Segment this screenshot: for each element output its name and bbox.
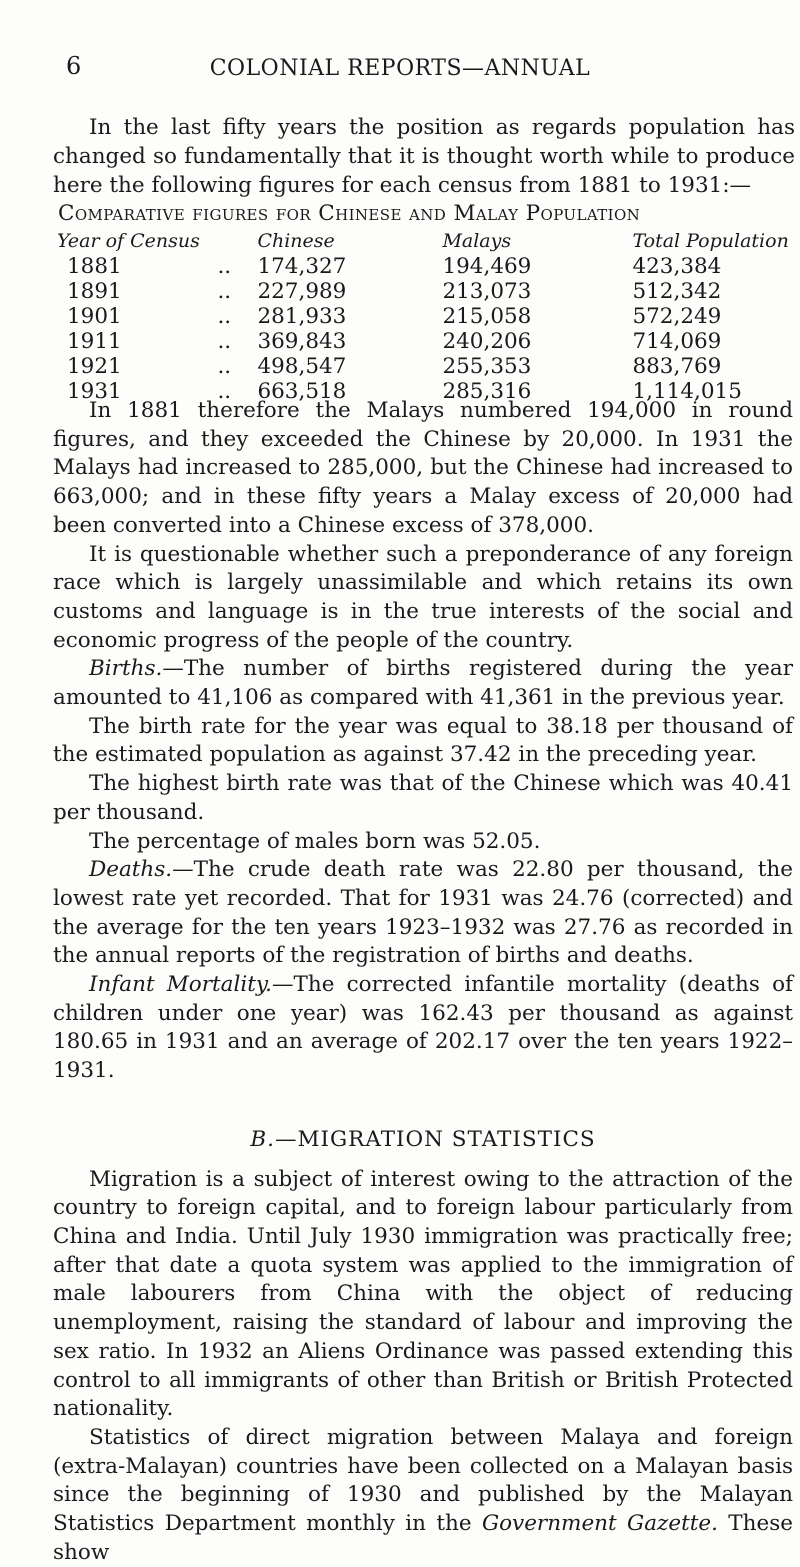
paragraph-statistics <box>53 1424 793 1567</box>
cell-separator: .. <box>217 329 232 354</box>
cell-year: 1931 <box>67 379 122 404</box>
infant-mortality-label: Infant Mortality. <box>89 972 273 998</box>
cell-chinese: 174,327 <box>257 254 347 279</box>
section-letter: B. <box>250 1126 275 1152</box>
cell-total: 714,069 <box>632 329 722 354</box>
cell-total: 512,342 <box>632 279 722 304</box>
population-table <box>57 230 800 404</box>
statistics-text-end: These show <box>53 1511 793 1565</box>
cell-total: 572,249 <box>632 304 722 329</box>
cell-year: 1921 <box>67 354 122 379</box>
cell-chinese: 498,547 <box>257 354 347 379</box>
cell-malays: 194,469 <box>442 254 532 279</box>
cell-chinese: 227,989 <box>257 279 347 304</box>
cell-separator: .. <box>217 304 232 329</box>
paragraph-percentage-males: The percentage of males born was 52.05. <box>89 828 541 854</box>
cell-malays: 240,206 <box>442 329 532 354</box>
col-header-malays: Malays <box>442 230 512 252</box>
births-text: —The number of births registered during the year amounted to 41,106 as compared with 41,361 in the previous year. <box>53 656 793 711</box>
col-header-chinese: Chinese <box>257 230 335 252</box>
table-row <box>57 354 800 379</box>
cell-separator: .. <box>217 254 232 279</box>
table-title <box>58 201 778 226</box>
table-row <box>57 279 800 304</box>
cell-total: 1,114,015 <box>632 379 742 404</box>
section-heading <box>53 1126 793 1155</box>
paragraph-migration: Migration is a subject of interest owing to the attraction of the country to foreign capital, and to foreign labour particularly from China and India. Until July 1930 immigration was practically free; after that date a quota system was applied to the immigration of male labourers from China with the object of reducing unemployment, raising the standard of labour and improving the sex ratio. In 1932 an Aliens Ordinance was passed extending this control to all immigrants of other than British or British Protected nationality. <box>53 1166 793 1422</box>
cell-year: 1881 <box>67 254 122 279</box>
cell-chinese: 663,518 <box>257 379 347 404</box>
cell-separator: .. <box>217 354 232 379</box>
cell-malays: 213,073 <box>442 279 532 304</box>
table-header-row <box>57 230 800 254</box>
table-title-text: Comparative figures for Chinese and Malay Population <box>58 201 641 226</box>
page-number: 6 <box>66 52 82 80</box>
cell-year: 1901 <box>67 304 122 329</box>
col-header-total: Total Population <box>632 230 789 252</box>
cell-year: 1911 <box>67 329 122 354</box>
deaths-text: —The crude death rate was 22.80 per thousand, the lowest rate yet recorded. That for 1931 was 24.76 (corrected) and the average for the ten years 1923–1932 was 27.76 as recorded in the annual reports of the registration of births and deaths. <box>53 857 793 969</box>
cell-total: 423,384 <box>632 254 722 279</box>
paragraph-summary: In 1881 therefore the Malays numbered 194,000 in round figures, and they exceeded the Chinese by 20,000. In 1931 the Malays had increased to 285,000, but the Chinese had increased to 663,000; and in these fifty years a Malay excess of 20,000 had been converted into a Chinese excess of 378,000. <box>53 398 793 538</box>
paragraph-birth-rate: The birth rate for the year was equal to 38.18 per thousand of the estimated population as against 37.42 in the preceding year. <box>53 713 793 768</box>
running-title: COLONIAL REPORTS—ANNUAL <box>209 56 591 81</box>
cell-malays: 285,316 <box>442 379 532 404</box>
intro-paragraph: In the last fifty years the position as regards population has changed so fundamentally that it is thought worth while to produce here the following figures for each census from 1881 to 1931:— <box>53 115 795 198</box>
gazette-title: Government Gazette. <box>481 1511 718 1537</box>
cell-chinese: 281,933 <box>257 304 347 329</box>
infant-mortality-text: —The corrected infantile mortality (deaths of children under one year) was 162.43 per thousand as against 180.65 in 1931 and an average of 202.17 over the ten years 1922–1931. <box>53 972 793 1084</box>
cell-malays: 215,058 <box>442 304 532 329</box>
cell-total: 883,769 <box>632 354 722 379</box>
paragraph-births <box>53 655 793 712</box>
cell-chinese: 369,843 <box>257 329 347 354</box>
col-header-year: Year of Census <box>57 230 200 252</box>
paragraph-highest-birth-rate: The highest birth rate was that of the Chinese which was 40.41 per thousand. <box>53 771 793 825</box>
section-title: —MIGRATION STATISTICS <box>274 1126 596 1152</box>
cell-separator: .. <box>217 279 232 304</box>
paragraph-infant-mortality <box>53 971 793 1086</box>
paragraph-preponderance: It is questionable whether such a preponderance of any foreign race which is largely unassimilable and which retains its own customs and language is in the true interests of the social and economic progress of the people of the country. <box>53 541 793 653</box>
cell-malays: 255,353 <box>442 354 532 379</box>
cell-separator: .. <box>217 379 232 404</box>
cell-year: 1891 <box>67 279 122 304</box>
deaths-label: Deaths. <box>89 857 173 883</box>
statistics-text-start: Statistics of direct migration between Malaya and foreign (extra-Malayan) countries have been collected on a Malayan basis since the beginning of 1930 and published by the Malayan Statistics Department monthly in the <box>53 1424 793 1537</box>
body-text <box>53 397 793 1567</box>
paragraph-deaths <box>53 856 793 971</box>
table-row <box>57 304 800 329</box>
table-row <box>57 329 800 354</box>
table-row <box>57 254 800 279</box>
births-label: Births. <box>89 656 163 682</box>
